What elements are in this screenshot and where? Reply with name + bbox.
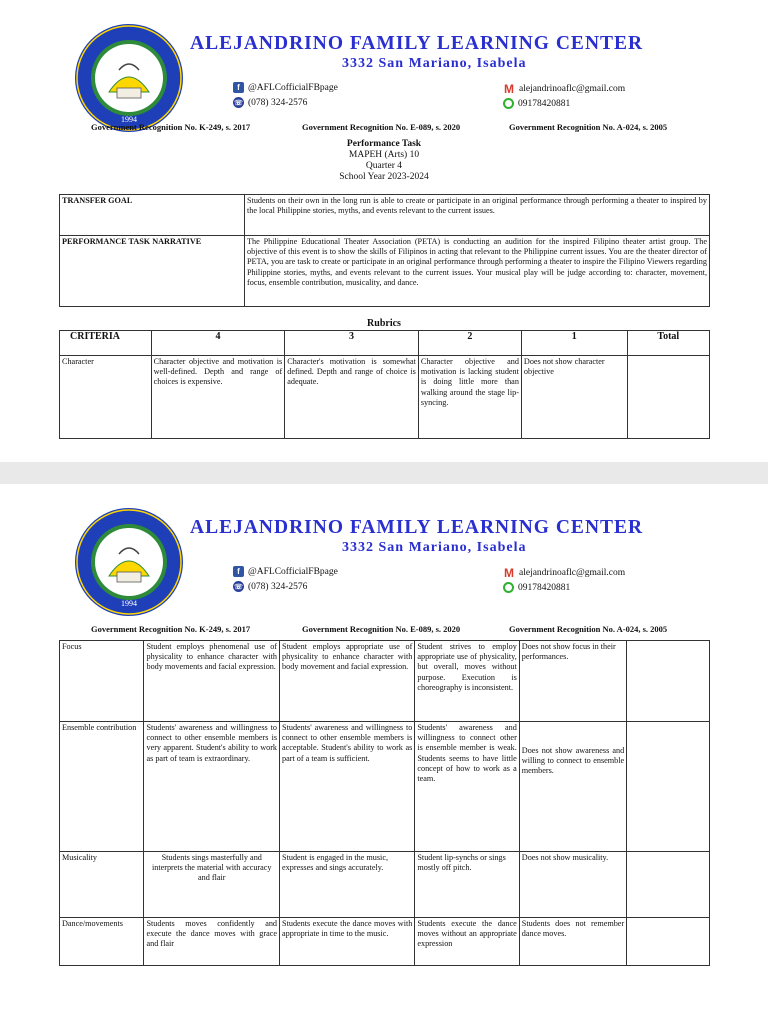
- mobile-icon: [503, 98, 514, 109]
- facebook-handle: @AFLCofficialFBpage: [248, 566, 338, 577]
- svg-text:1994: 1994: [121, 599, 137, 608]
- gmail-icon: M: [504, 81, 514, 96]
- school-name: ALEJANDRINO FAMILY LEARNING CENTER: [190, 517, 644, 538]
- school-year-line: School Year 2023-2024: [339, 172, 429, 182]
- gov-recognition: Government Recognition No. A-024, s. 2005: [509, 624, 668, 634]
- transfer-goal-row: [60, 195, 710, 236]
- school-address: 3332 San Mariano, Isabela: [342, 56, 527, 71]
- phone-contact: [233, 97, 307, 108]
- gov-recognition: Government Recognition No. E-089, s. 2020: [302, 624, 461, 634]
- rubrics-table-part-1: [59, 330, 710, 439]
- document-page-2: [0, 484, 768, 1024]
- score-3-cell: Character's motivation is somewhat defined. Depth and range of choice is adequate.: [285, 356, 419, 439]
- criteria-cell: Ensemble contribution: [60, 722, 144, 852]
- phone-number: (078) 324-2576: [248, 581, 308, 592]
- task-title-block: [0, 139, 768, 183]
- score-2-cell: Character objective and motivation is lacking student is doing little more than walking around the stage lip-syncing.: [418, 356, 521, 439]
- narrative-label: PERFORMANCE TASK NARRATIVE: [60, 236, 245, 307]
- total-cell: [627, 356, 709, 439]
- score-4-cell: Character objective and motivation is well-defined. Depth and range of choices is expensive.: [151, 356, 285, 439]
- score-4-cell: Students moves confidently and execute the dance moves with grace and flair: [144, 918, 280, 966]
- score-1-cell: Does not show awareness and willing to connect to ensemble members.: [519, 722, 626, 852]
- score-2-cell: Students' awareness and willingness to connect other is ensemble member is weak. Students seems to have little concept of how to work as a team.: [415, 722, 519, 852]
- document-page-1: [0, 0, 768, 462]
- table-row: [60, 918, 710, 966]
- header-score-4: 4: [151, 331, 285, 356]
- facebook-contact: [233, 566, 338, 577]
- score-3-cell: Student is engaged in the music, expresses and sings accurately.: [280, 852, 415, 918]
- score-2-cell: Student lip-synchs or sings mostly off pitch.: [415, 852, 519, 918]
- mobile-contact: [503, 98, 570, 109]
- gov-recognition-row: [0, 624, 768, 638]
- table-row: [60, 722, 710, 852]
- email-contact: [503, 83, 625, 94]
- gov-recognition: Government Recognition No. K-249, s. 2017: [91, 624, 251, 634]
- score-1-cell: Does not show character objective: [521, 356, 627, 439]
- score-1-cell: Students does not remember dance moves.: [519, 918, 626, 966]
- score-4-cell: Student employs phenomenal use of physicality to enhance character with body movements and facial expression.: [144, 641, 280, 722]
- score-2-cell: Student strives to employ appropriate use of physicality, but overall, moves without purpose. Execution is choreography is inconsistent.: [415, 641, 519, 722]
- header-score-3: 3: [285, 331, 419, 356]
- total-cell: [627, 641, 710, 722]
- rubrics-title: Rubrics: [367, 318, 401, 329]
- table-row: [60, 356, 710, 439]
- phone-number: (078) 324-2576: [248, 97, 308, 108]
- header-score-2: 2: [418, 331, 521, 356]
- criteria-cell: Focus: [60, 641, 144, 722]
- score-3-cell: Student employs appropriate use of physicality to enhance character with body movement and facial expression.: [280, 641, 415, 722]
- total-cell: [627, 852, 710, 918]
- gov-recognition-row: [0, 122, 768, 136]
- school-name: ALEJANDRINO FAMILY LEARNING CENTER: [190, 33, 644, 54]
- quarter-line: Quarter 4: [365, 161, 403, 171]
- table-row: [60, 641, 710, 722]
- header-score-1: 1: [521, 331, 627, 356]
- criteria-cell: Character: [60, 356, 152, 439]
- score-2-cell: Students execute the dance moves without an appropriate expression: [415, 918, 519, 966]
- score-4-cell: Students sings masterfully and interprets the material with accuracy and flair: [144, 852, 280, 918]
- email-address: alejandrinoaflc@gmail.com: [519, 83, 626, 94]
- email-contact: [503, 567, 625, 578]
- mobile-icon: [503, 582, 514, 593]
- score-3-cell: Students execute the dance moves with appropriate in time to the music.: [280, 918, 415, 966]
- mobile-number: 09178420881: [518, 582, 571, 593]
- svg-text:1994: 1994: [121, 115, 137, 124]
- rubrics-table-part-2: [59, 640, 710, 966]
- total-cell: [627, 918, 710, 966]
- gmail-icon: M: [504, 565, 514, 580]
- rubrics-header-row: [60, 331, 710, 356]
- table-row: [60, 852, 710, 918]
- mobile-contact: [503, 582, 570, 593]
- facebook-handle: @AFLCofficialFBpage: [248, 82, 338, 93]
- facebook-contact: [233, 82, 338, 93]
- school-logo: [73, 506, 185, 618]
- score-1-cell: Does not show focus in their performances.: [519, 641, 626, 722]
- facebook-icon: f: [233, 566, 244, 577]
- header-total: Total: [627, 331, 709, 356]
- transfer-goal-text: Students on their own in the long run is able to create or participate in an original performance through performing a theater to inspired by the local Philippine stories, myths, and events relevant to the current issues.: [245, 195, 710, 236]
- school-address: 3332 San Mariano, Isabela: [342, 540, 527, 555]
- mobile-number: 09178420881: [518, 98, 571, 109]
- criteria-cell: Musicality: [60, 852, 144, 918]
- facebook-icon: f: [233, 82, 244, 93]
- score-4-cell: Students' awareness and willingness to connect to other ensemble members is very apparent. Student's ability to work as part of team is extraordinary.: [144, 722, 280, 852]
- transfer-goal-label: TRANSFER GOAL: [60, 195, 245, 236]
- narrative-row: [60, 236, 710, 307]
- subject-line: MAPEH (Arts) 10: [348, 150, 420, 160]
- phone-contact: [233, 581, 307, 592]
- gov-recognition: Government Recognition No. A-024, s. 2005: [509, 122, 668, 132]
- gov-recognition: Government Recognition No. E-089, s. 2020: [302, 122, 461, 132]
- header-criteria: CRITERIA: [60, 331, 152, 356]
- total-cell: [627, 722, 710, 852]
- phone-icon: ☏: [233, 97, 244, 108]
- criteria-cell: Dance/movements: [60, 918, 144, 966]
- score-3-cell: Students' awareness and willingness to connect to other ensemble members is acceptable. Student's ability to work as part of a team is sufficient.: [280, 722, 415, 852]
- school-logo: [73, 22, 185, 134]
- gov-recognition: Government Recognition No. K-249, s. 2017: [91, 122, 251, 132]
- phone-icon: ☏: [233, 581, 244, 592]
- score-1-cell: Does not show musicality.: [519, 852, 626, 918]
- performance-task-table: [59, 194, 710, 307]
- email-address: alejandrinoaflc@gmail.com: [519, 567, 626, 578]
- narrative-text: The Philippine Educational Theater Association (PETA) is conducting an audition for the inspired Filipino theater artist group. The objective of this event is to show the skills of Filipinos in acting that relevant to the Philippine current issues. You are the theater director of PETA, you are task to create or participate in an original performance through performing a theater to inspire the Filipino Viewers regarding Philippine stories, myths, and events relevant to the current issues. Your musical play will be judge according to: character, movement, focus, ensemble contribution, musicality, and dance.: [245, 236, 710, 307]
- task-title: Performance Task: [346, 139, 422, 149]
